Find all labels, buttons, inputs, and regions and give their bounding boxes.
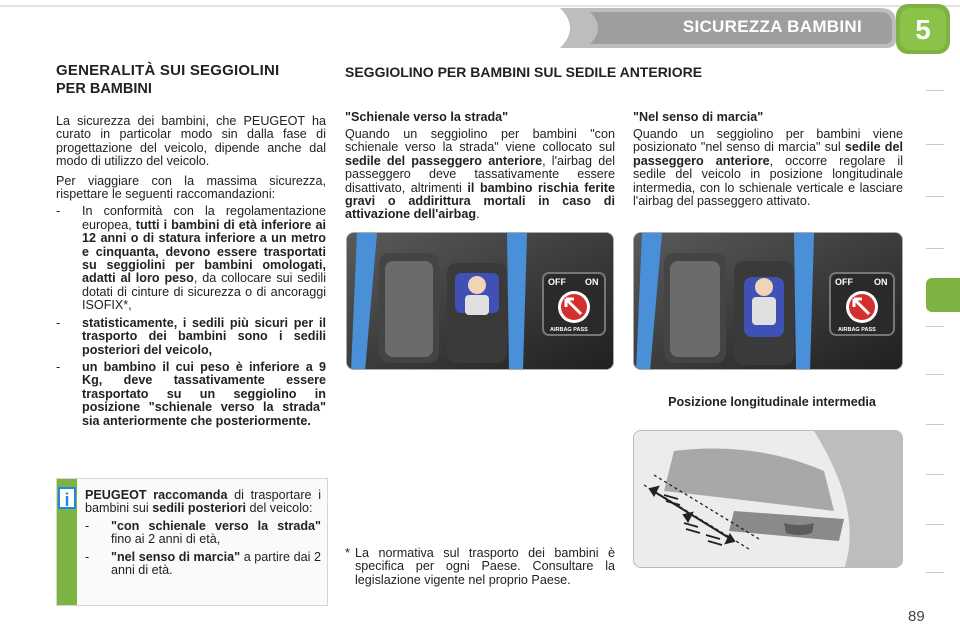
list-item: - un bambino il cui peso è inferiore a 9 Kg, deve tassativamente essere trasportato su un seggiolino in posizione "schienale verso la strada" sia anteriormente che posteriormente. <box>56 359 326 428</box>
info-icon: i <box>58 487 76 509</box>
front-seat-heading: SEGGIOLINO PER BAMBINI SUL SEDILE ANTERIORE <box>345 64 703 80</box>
chapter-number: 5 <box>915 14 931 45</box>
general-section <box>56 62 326 428</box>
forward-facing-seat-illustration <box>633 232 903 370</box>
forward-facing-section <box>633 110 903 208</box>
chapter-tab-active <box>926 278 960 312</box>
rear-facing-section <box>345 110 615 222</box>
airbag-on-label: ON <box>585 277 599 287</box>
airbag-off-label: OFF <box>548 277 566 287</box>
airbag-off-label: OFF <box>835 277 853 287</box>
seat-position-illustration <box>633 430 903 568</box>
side-tab-strip <box>926 68 960 588</box>
footnote: * La normativa sul trasporto dei bambini è specifica per ogni Paese. Consultare la legislazione vigente nel proprio Paese. <box>345 546 615 587</box>
rear-facing-title: "Schienale verso la strada" <box>345 110 509 124</box>
airbag-pass-label: AIRBAG PASS <box>550 327 588 333</box>
page-number: 89 <box>908 608 925 625</box>
intro-paragraph: La sicurezza dei bambini, che PEUGEOT ha curato in particolar modo sin dalla fase di progettazione del veicolo, dipende anche dal modo di utilizzo del veicolo. <box>56 114 326 169</box>
section-subheading: PER BAMBINI <box>56 81 152 97</box>
forward-facing-title: "Nel senso di marcia" <box>633 110 764 124</box>
list-item: - "con schienale verso la strada" fino ai 2 anni di età, <box>85 518 321 547</box>
rear-facing-seat-illustration <box>346 232 614 370</box>
recommendation-paragraph: Per viaggiare con la massima sicurezza, rispettare le seguenti raccomandazioni: <box>56 173 326 202</box>
airbag-on-label: ON <box>874 277 888 287</box>
info-box <box>56 478 328 606</box>
section-heading: GENERALITÀ SUI SEGGIOLINI <box>56 62 280 79</box>
seat-position-caption: Posizione longitudinale intermedia <box>668 395 876 409</box>
info-paragraph: PEUGEOT raccomanda di trasportare i bambini sui sedili posteriori del veicolo: <box>85 488 322 516</box>
list-item: - statisticamente, i sedili più sicuri per il trasporto dei bambini sono i sedili posteriori del veicolo, <box>56 315 326 357</box>
page-header <box>0 0 960 58</box>
header-title: SICUREZZA BAMBINI <box>682 17 862 36</box>
list-item: - "nel senso di marcia" a partire dai 2 anni di età. <box>85 549 321 578</box>
airbag-pass-label: AIRBAG PASS <box>838 327 876 333</box>
list-item: - In conformità con la regolamentazione europea, tutti i bambini di età inferiore ai 12 anni o di statura inferiore a un metro e cinquanta, devono essere trasportati su seggiolini per bambini omologati, adatti al loro peso, da collocare sui sedili dotati di cinture di sicurezza o di ancoraggi ISOFIX*, <box>56 204 326 313</box>
rear-facing-text: Quando un seggiolino per bambini "con schienale verso la strada" viene collocato sul sedile del passeggero anteriore, l'airbag del passeggero deve tassativamente essere disattivato, altrimenti il bambino rischia ferite gravi o addirittura mortali in caso di attivazione dell'airbag. <box>345 127 616 222</box>
forward-facing-text: Quando un seggiolino per bambini viene posizionato "nel senso di marcia" sul sedile del passeggero anteriore, occorre regolare il sedile del veicolo in posizione longitudinale intermedia, con lo schienale verticale e lasciare l'airbag del passeggero attivato. <box>633 127 903 209</box>
info-content <box>85 489 321 577</box>
